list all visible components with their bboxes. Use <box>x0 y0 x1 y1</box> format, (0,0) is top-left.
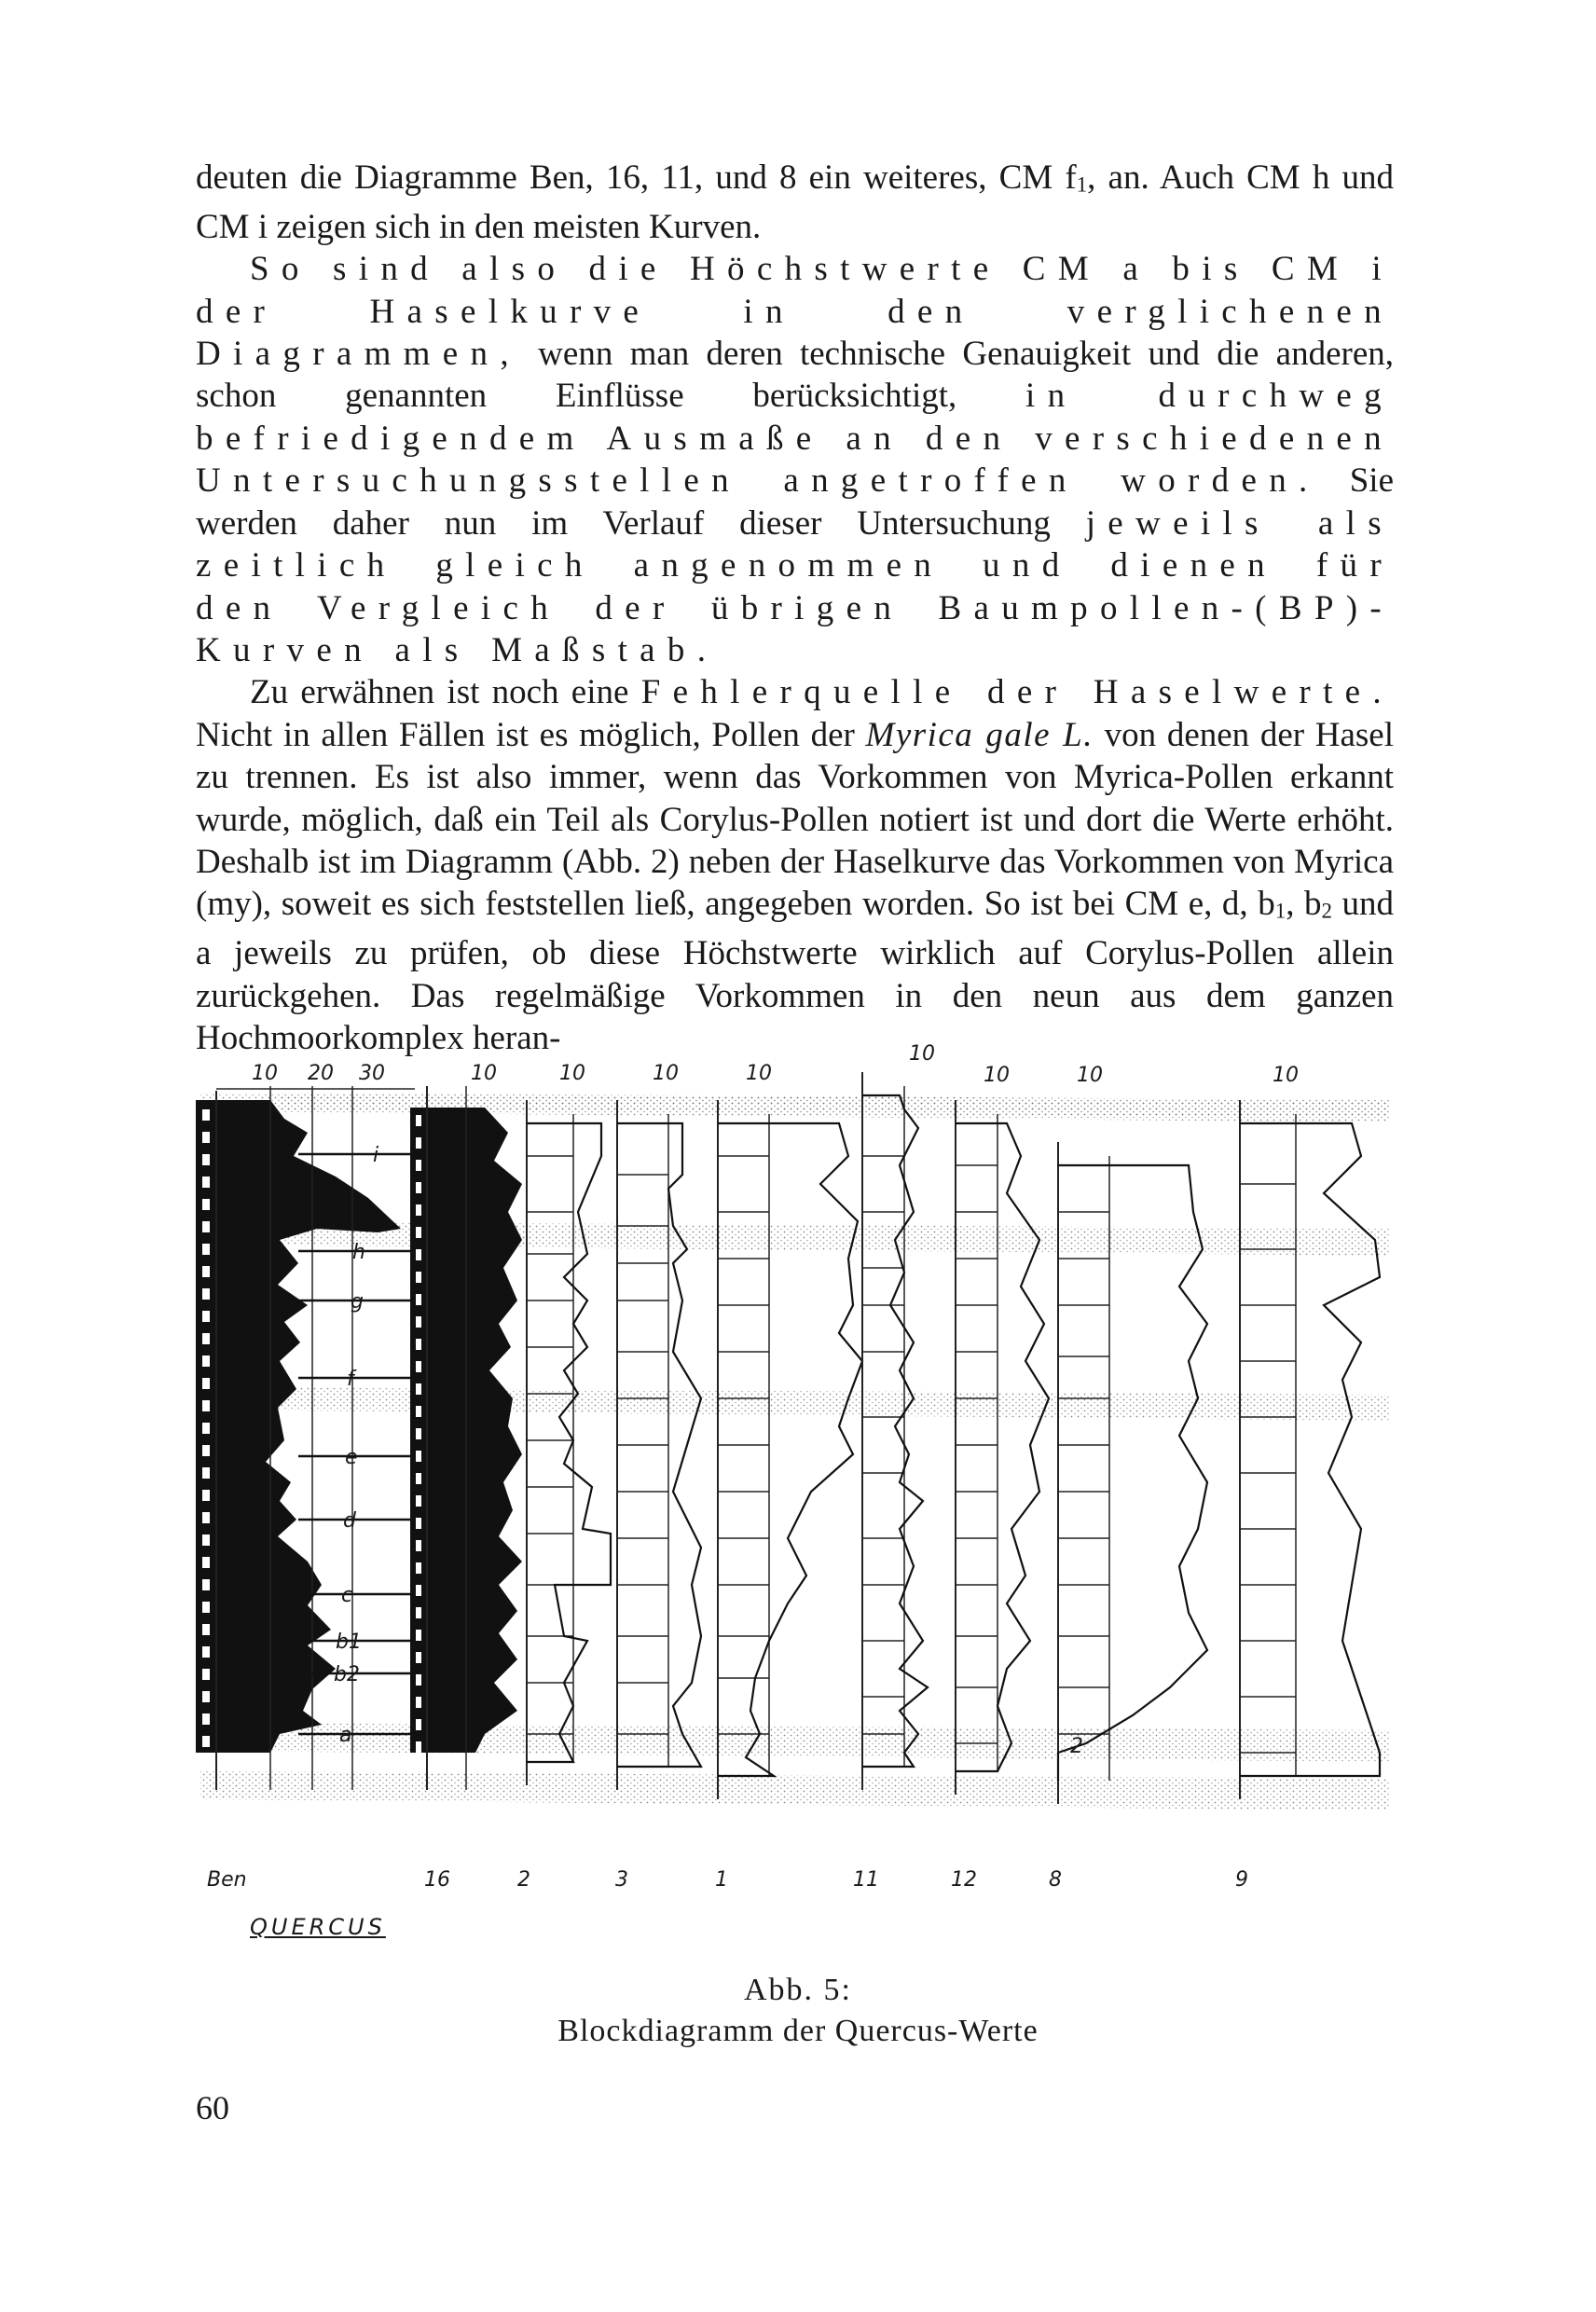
ben-curve <box>216 1100 401 1753</box>
stipple-bands <box>200 1093 1389 1810</box>
film-perforation <box>416 1204 421 1216</box>
col-11-curve <box>862 1095 928 1767</box>
cm-label: a <box>339 1724 352 1747</box>
paragraph <box>196 248 1394 671</box>
scale-label: 10 <box>471 1062 497 1085</box>
film-perforation <box>202 1109 210 1121</box>
column-label: 16 <box>424 1868 450 1892</box>
film-perforation <box>202 1534 210 1546</box>
column-label: 12 <box>951 1868 977 1892</box>
stipple-band <box>200 1387 1389 1421</box>
film-perforation <box>202 1177 210 1188</box>
scale-label: 20 <box>308 1062 334 1085</box>
text-run: Nicht in allen Fällen ist es möglich, Pollen der <box>196 715 866 754</box>
film-perforation <box>202 1288 210 1300</box>
scale-label: 10 <box>746 1062 772 1085</box>
column-label: Ben <box>207 1868 247 1892</box>
film-perforation <box>416 1115 421 1126</box>
text-run: wenn man deren technische Genauigkeit und die anderen, schon genannten Einflüsse berücksichtigt, <box>196 335 1394 416</box>
col-9-curve <box>1240 1123 1380 1776</box>
column-label: 1 <box>715 1868 728 1892</box>
cm-label: i <box>373 1144 379 1167</box>
film-perforation <box>416 1249 421 1260</box>
col-8-curve <box>1058 1165 1207 1781</box>
film-perforation <box>416 1428 421 1439</box>
column-label: 9 <box>1235 1868 1248 1892</box>
film-perforation <box>202 1378 210 1389</box>
col-2-curve <box>527 1123 611 1762</box>
column-label: 3 <box>615 1868 628 1892</box>
film-perforation <box>202 1445 210 1456</box>
curve-columns <box>196 1072 1380 1804</box>
film-perforation <box>202 1244 210 1255</box>
film-perforation <box>202 1423 210 1434</box>
text-run: von denen der Hasel zu trennen. Es ist also immer, wenn das Vorkommen von Myrica-Pollen erkannt wurde, möglich, daß ein Teil als Corylus-Pollen notiert ist und dort die Werte erhöht. Deshalb ist im Diagramm (Abb. 2) neben der Haselkurve das Vorkommen von Myrica (my), soweit es sich feststellen ließ, angegeben worden. So ist bei CM e, d, b <box>196 715 1394 924</box>
film-perforation <box>416 1316 421 1328</box>
film-perforation <box>202 1221 210 1232</box>
film-perforation <box>416 1339 421 1350</box>
film-perforation <box>202 1467 210 1479</box>
stipple-band <box>200 1723 1389 1762</box>
film-perforation <box>416 1518 421 1529</box>
figure-caption-number: Abb. 5: <box>744 1973 852 2007</box>
subscript: 1 <box>1274 899 1286 923</box>
scale-label: 10 <box>252 1062 278 1085</box>
film-perforation <box>202 1512 210 1523</box>
film-perforation <box>202 1579 210 1590</box>
text-run: Zu erwähnen ist noch eine <box>250 673 641 712</box>
film-perforation <box>416 1652 421 1663</box>
scale-label: 10 <box>559 1062 585 1085</box>
scale-label: 10 <box>1273 1064 1299 1087</box>
film-perforation <box>416 1540 421 1551</box>
scale-label: 30 <box>359 1062 385 1085</box>
text-run: , b <box>1286 885 1322 924</box>
cm-label: f <box>347 1368 354 1391</box>
film-perforation <box>416 1160 421 1171</box>
spaced-emphasis: So sind also die Höchstwerte CM a bis CM i der Haselkurve in den verglichenen Diagrammen, <box>196 250 1394 374</box>
column-label: 11 <box>853 1868 879 1892</box>
cm-label: g <box>351 1290 364 1314</box>
scale-label: 10 <box>653 1062 679 1085</box>
diagram-labels <box>207 1042 1299 1892</box>
film-perforation <box>416 1406 421 1417</box>
film-perforation <box>416 1495 421 1507</box>
film-perforation <box>416 1697 421 1708</box>
film-perforation <box>202 1199 210 1210</box>
film-perforation <box>416 1451 421 1462</box>
film-perforation <box>416 1719 421 1730</box>
col-12-curve <box>956 1123 1049 1771</box>
film-perforation <box>202 1132 210 1143</box>
page-number: 60 <box>196 2089 229 2126</box>
figure-title: QUERCUS <box>250 1914 386 1940</box>
text-run: , an. Auch CM h und CM i zeigen sich in den meisten Kurven. <box>196 158 1394 246</box>
quercus-block-diagram <box>0 1025 1596 1958</box>
italic-text: Myrica gale L. <box>865 715 1094 754</box>
film-perforation <box>202 1400 210 1411</box>
paragraph <box>196 157 1394 248</box>
curve-16 <box>427 1108 522 1753</box>
cm-label: d <box>343 1509 356 1533</box>
subscript: 1 <box>1076 172 1088 197</box>
curve-mark-label: 2 <box>1070 1735 1083 1758</box>
spaced-emphasis: in durchweg befriedigendem Ausmaße an den verschiedenen Untersuchungsstellen angetroffen worden. <box>196 377 1394 501</box>
spaced-emphasis: Fehlerquelle der Haselwerte. <box>640 673 1394 712</box>
stipple-band <box>200 1771 1389 1810</box>
film-perforation <box>416 1272 421 1283</box>
film-perforation <box>202 1356 210 1367</box>
film-perforation <box>416 1562 421 1574</box>
cm-label: b2 <box>334 1663 360 1686</box>
column-label: 8 <box>1049 1868 1062 1892</box>
film-perforation <box>416 1227 421 1238</box>
scale-label: 10 <box>909 1042 935 1066</box>
cm-label: e <box>345 1446 358 1469</box>
figure-caption-text: Blockdiagramm der Quercus-Werte <box>557 2014 1039 2048</box>
spaced-emphasis: jeweils als zeitlich gleich angenommen und dienen für den Vergleich der übrigen Baumpollen-(BP)-Kurven als Maßstab. <box>196 503 1394 669</box>
scale-label: 10 <box>984 1064 1010 1087</box>
text-run: deuten die Diagramme Ben, 16, 11, und 8 ein weiteres, CM f <box>196 158 1077 197</box>
cm-label: b1 <box>336 1631 362 1654</box>
text-run: und a jeweils zu prüfen, ob diese Höchstwerte wirklich auf Corylus-Pollen allein zurückgehen. Das regelmäßige Vorkommen in den neun aus dem ganzen Hochmoorkomplex heran- <box>196 885 1394 1057</box>
film-perforation <box>416 1182 421 1193</box>
film-perforation <box>416 1361 421 1372</box>
film-perforation <box>202 1736 210 1747</box>
film-perforation <box>202 1669 210 1680</box>
paragraph <box>196 671 1394 1059</box>
film-perforation <box>416 1383 421 1395</box>
film-perforation <box>416 1294 421 1305</box>
film-perforation <box>202 1624 210 1635</box>
text-run: Sie werden daher nun im Verlauf dieser Untersuchung <box>196 461 1395 543</box>
film-perforation <box>202 1713 210 1725</box>
film-perforation <box>416 1137 421 1149</box>
cm-label: h <box>352 1241 365 1264</box>
scale-label: 10 <box>1077 1064 1103 1087</box>
film-perforation <box>416 1674 421 1686</box>
film-perforation <box>202 1691 210 1702</box>
film-perforation <box>416 1607 421 1618</box>
film-perforation <box>202 1646 210 1658</box>
body-text <box>196 157 1394 1059</box>
film-perforation <box>202 1333 210 1344</box>
film-perforation <box>416 1585 421 1596</box>
film-perforation <box>202 1490 210 1501</box>
film-perforation <box>416 1473 421 1484</box>
film-perforation <box>202 1266 210 1277</box>
column-label: 2 <box>517 1868 530 1892</box>
film-perforation <box>202 1311 210 1322</box>
film-perforation <box>202 1557 210 1568</box>
film-perforation <box>416 1630 421 1641</box>
film-perforation <box>202 1602 210 1613</box>
film-perforation <box>416 1741 421 1753</box>
film-perforation <box>202 1154 210 1165</box>
subscript: 2 <box>1321 899 1332 923</box>
cm-label: c <box>341 1584 353 1607</box>
